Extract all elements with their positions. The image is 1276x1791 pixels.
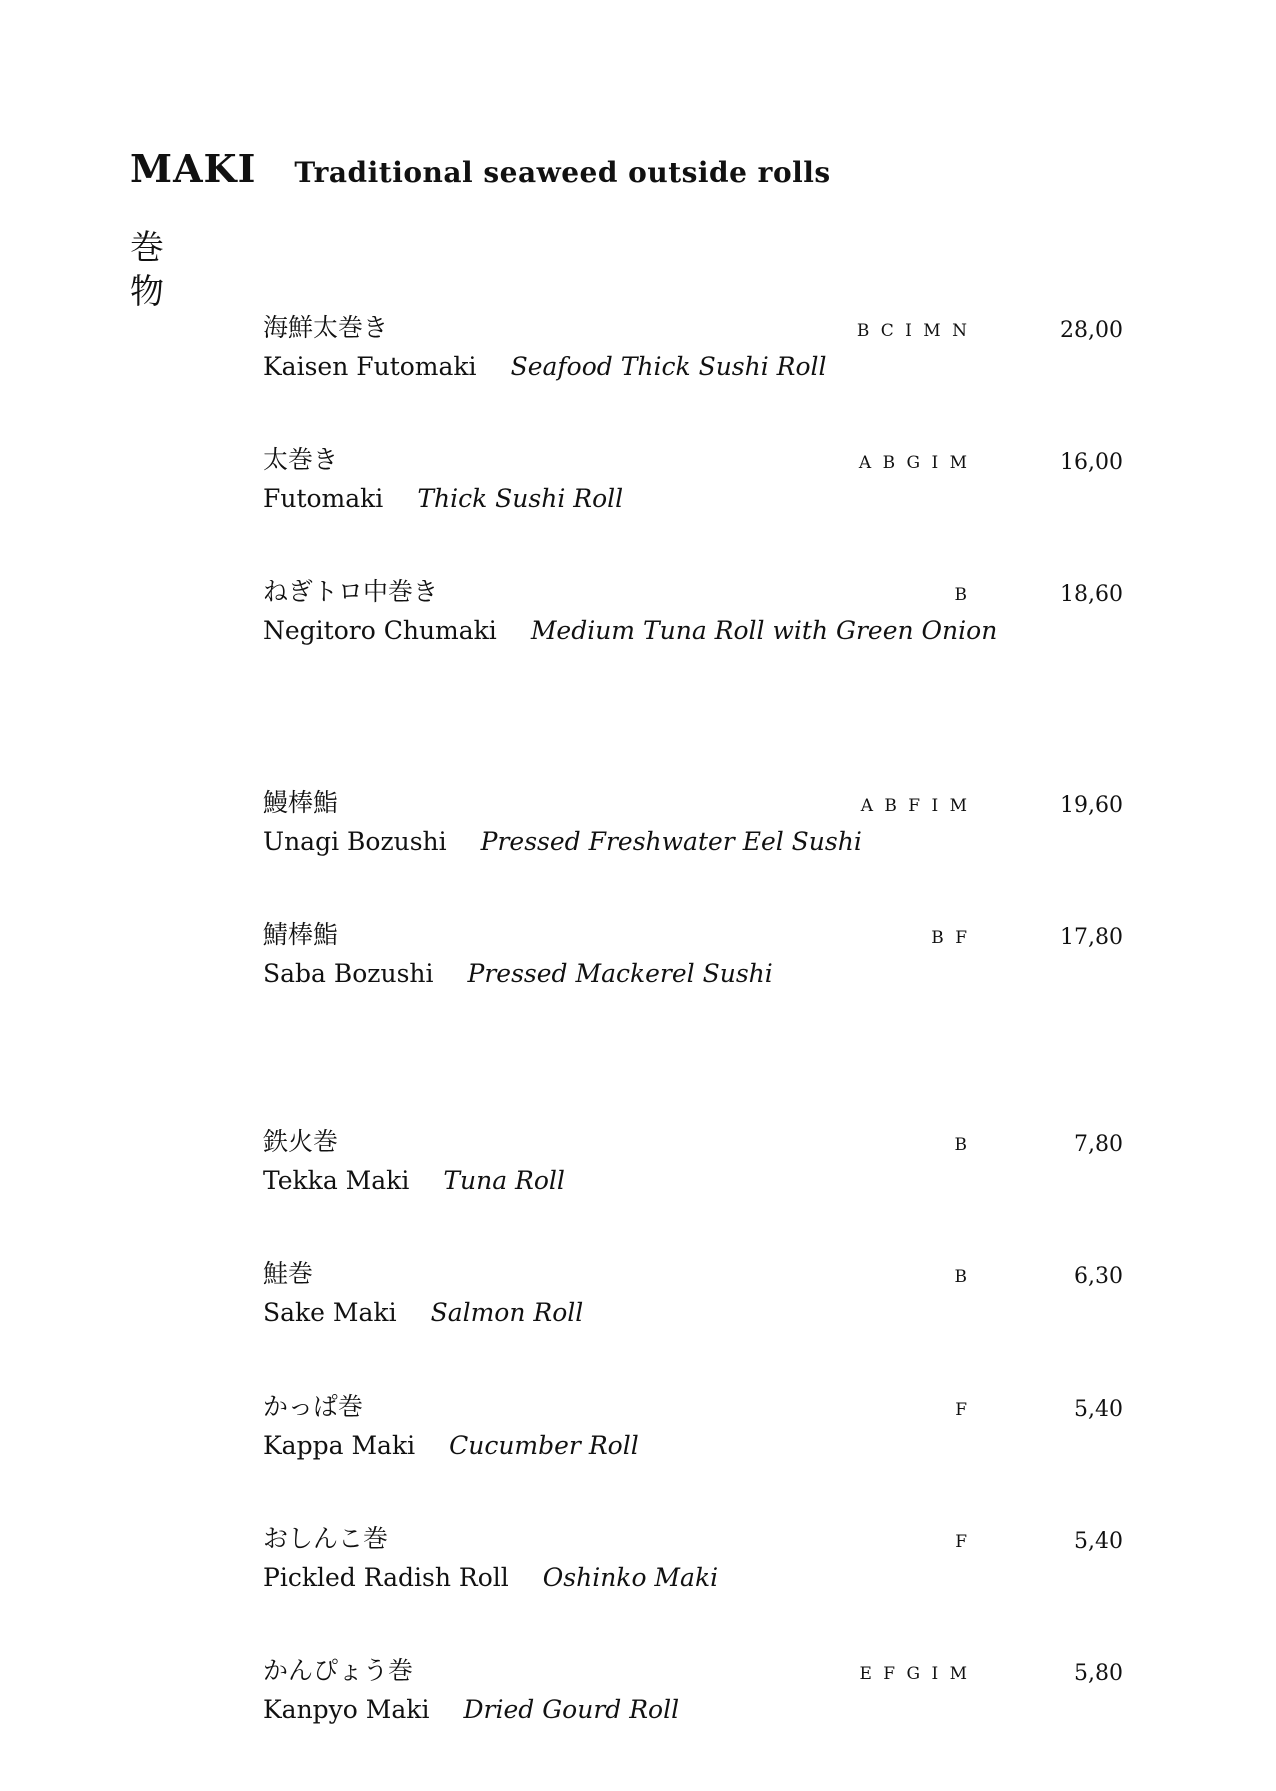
menu-item-negitoro-chumaki	[263, 577, 1123, 657]
item-price: 16,00	[1060, 450, 1123, 475]
menu-item-tekka-maki	[263, 1127, 1123, 1207]
item-allergen-codes: B C I M N	[856, 321, 970, 341]
section-title: MAKI	[130, 146, 257, 191]
item-name-line	[263, 484, 623, 514]
item-allergen-codes: A B G I M	[858, 453, 970, 473]
item-name-line	[263, 1695, 679, 1725]
item-japanese-name: かんぴょう巻	[263, 1656, 414, 1685]
item-japanese-name: 太巻き	[263, 445, 339, 474]
item-romaji-name: Sake Maki	[263, 1298, 397, 1327]
item-romaji-name: Saba Bozushi	[263, 959, 434, 988]
item-romaji-name: Futomaki	[263, 484, 384, 513]
item-romaji-name: Pickled Radish Roll	[263, 1563, 509, 1592]
item-romaji-name: Kappa Maki	[263, 1431, 416, 1460]
section-subtitle: Traditional seaweed outside rolls	[294, 156, 831, 189]
item-english-name: Cucumber Roll	[449, 1431, 639, 1460]
item-romaji-name: Tekka Maki	[263, 1166, 410, 1195]
item-allergen-codes: F	[955, 1400, 970, 1420]
japanese-title-char: 物	[130, 272, 164, 312]
japanese-section-title	[130, 226, 170, 314]
item-english-name: Salmon Roll	[430, 1298, 584, 1327]
item-english-name: Seafood Thick Sushi Roll	[510, 352, 827, 381]
item-allergen-codes: B	[954, 1135, 970, 1155]
item-name-line	[263, 1431, 639, 1461]
item-japanese-name: ねぎトロ中巻き	[263, 577, 439, 606]
item-japanese-name: 海鮮太巻き	[263, 313, 389, 342]
menu-item-unagi-bozushi	[263, 788, 1123, 868]
menu-item-kanpyo-maki	[263, 1656, 1123, 1736]
item-price: 6,30	[1074, 1264, 1123, 1289]
item-english-name: Medium Tuna Roll with Green Onion	[530, 616, 998, 645]
item-japanese-name: 鉄火巻	[263, 1127, 339, 1156]
menu-item-futomaki	[263, 445, 1123, 525]
menu-item-kappa-maki	[263, 1392, 1123, 1472]
item-allergen-codes: A B F I M	[860, 796, 970, 816]
item-japanese-name: かっぱ巻	[263, 1392, 364, 1421]
item-japanese-name: 鯖棒鮨	[263, 920, 339, 949]
menu-item-kaisen-futomaki	[263, 313, 1123, 393]
menu-header	[130, 146, 831, 191]
item-romaji-name: Kanpyo Maki	[263, 1695, 430, 1724]
item-english-name: Tuna Roll	[443, 1166, 565, 1195]
item-price: 19,60	[1060, 793, 1123, 818]
item-allergen-codes: F	[955, 1532, 970, 1552]
item-english-name: Dried Gourd Roll	[463, 1695, 680, 1724]
item-english-name: Pressed Mackerel Sushi	[467, 959, 773, 988]
item-price: 5,40	[1074, 1529, 1123, 1554]
menu-item-saba-bozushi	[263, 920, 1123, 1000]
item-allergen-codes: B	[954, 585, 970, 605]
item-japanese-name: おしんこ巻	[263, 1524, 389, 1553]
item-name-line	[263, 1298, 583, 1328]
item-price: 18,60	[1060, 582, 1123, 607]
item-price: 7,80	[1074, 1132, 1123, 1157]
item-name-line	[263, 827, 862, 857]
item-romaji-name: Kaisen Futomaki	[263, 352, 477, 381]
item-name-line	[263, 1166, 565, 1196]
item-allergen-codes: E F G I M	[859, 1664, 970, 1684]
item-allergen-codes: B	[954, 1267, 970, 1287]
item-english-name: Pressed Freshwater Eel Sushi	[480, 827, 862, 856]
item-name-line	[263, 352, 827, 382]
item-price: 5,80	[1074, 1661, 1123, 1686]
item-price: 28,00	[1060, 318, 1123, 343]
item-price: 17,80	[1060, 925, 1123, 950]
item-english-name: Oshinko Maki	[542, 1563, 719, 1592]
item-allergen-codes: B F	[931, 928, 970, 948]
item-name-line	[263, 1563, 718, 1593]
menu-item-oshinko-maki	[263, 1524, 1123, 1604]
item-name-line	[263, 959, 773, 989]
item-japanese-name: 鮭巻	[263, 1259, 314, 1288]
item-price: 5,40	[1074, 1397, 1123, 1422]
item-japanese-name: 鰻棒鮨	[263, 788, 339, 817]
item-english-name: Thick Sushi Roll	[417, 484, 624, 513]
item-romaji-name: Unagi Bozushi	[263, 827, 447, 856]
item-name-line	[263, 616, 997, 646]
japanese-title-char: 巻	[130, 228, 164, 268]
menu-item-sake-maki	[263, 1259, 1123, 1339]
item-romaji-name: Negitoro Chumaki	[263, 616, 497, 645]
